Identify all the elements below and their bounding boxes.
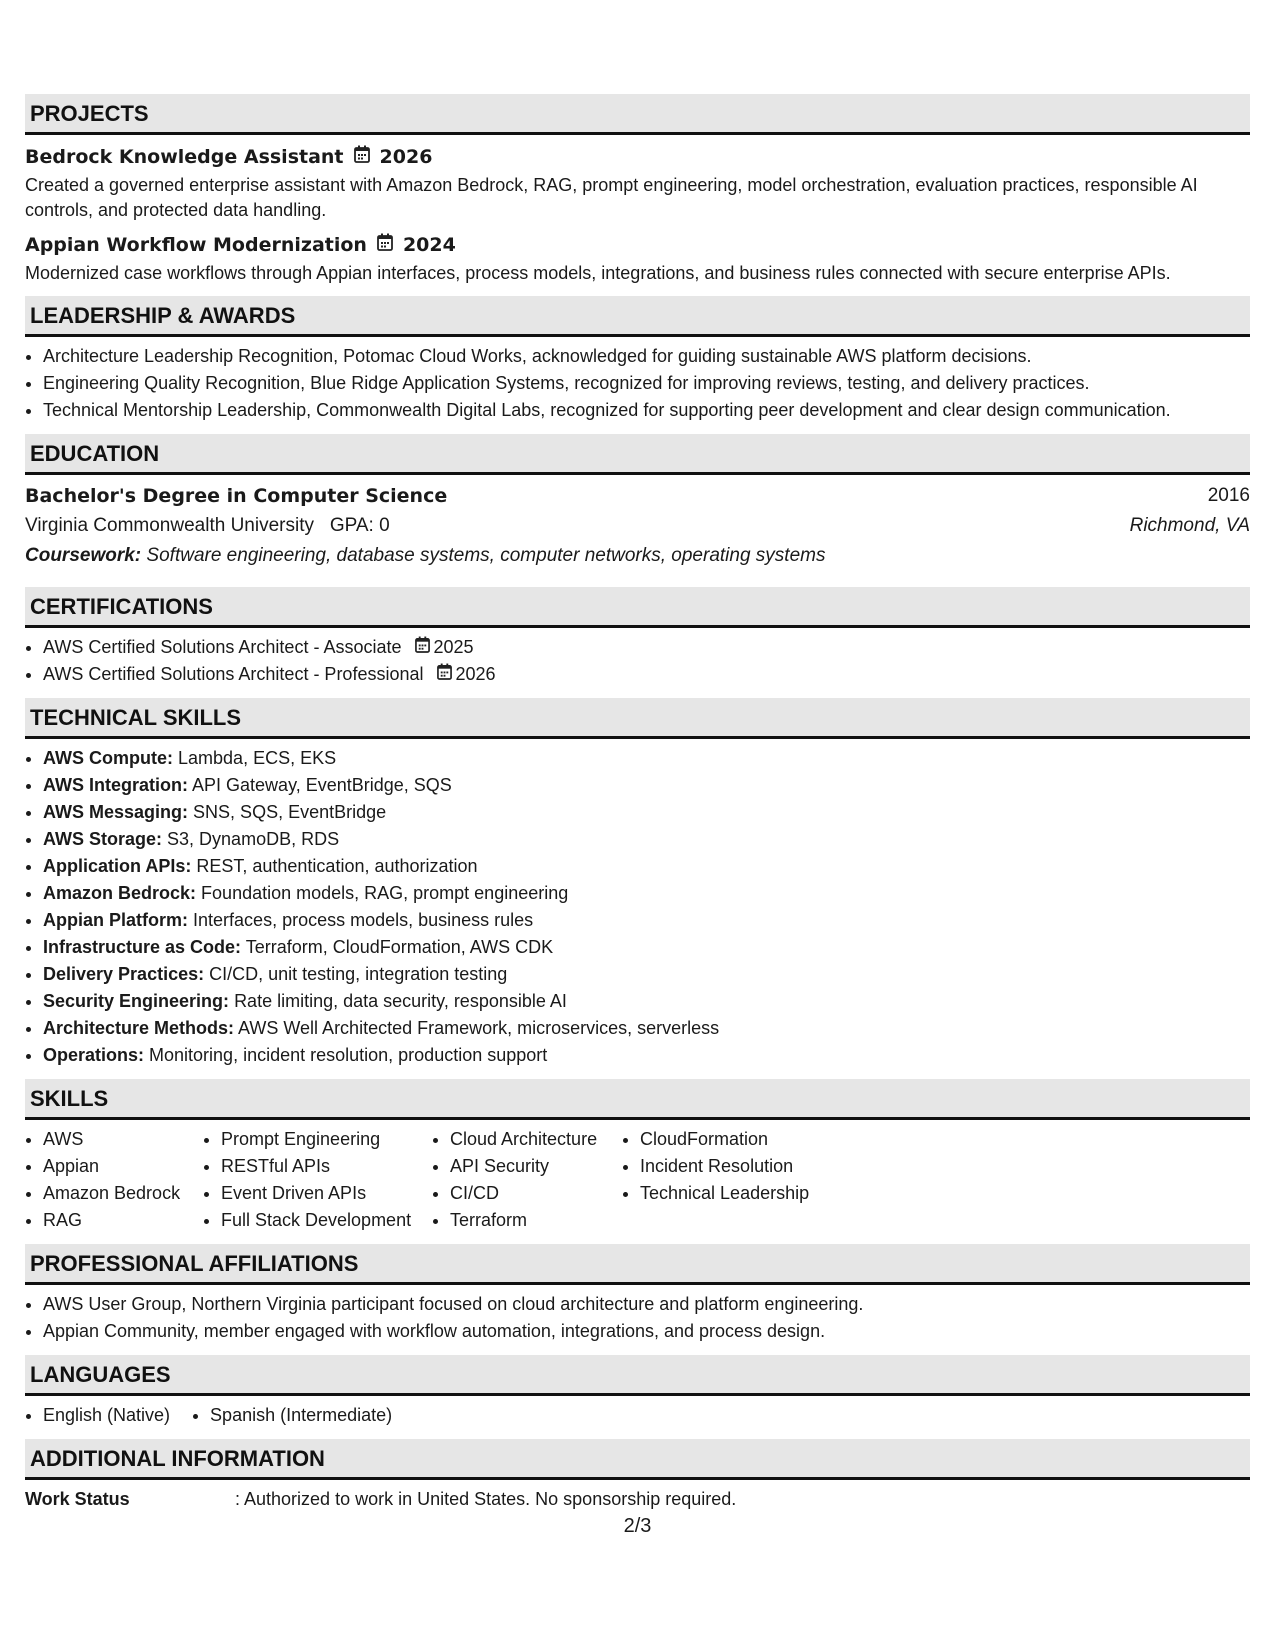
project-item bbox=[25, 143, 1250, 223]
skill-item: • RESTful APIs bbox=[221, 1153, 432, 1180]
skill-item: • Cloud Architecture bbox=[450, 1126, 622, 1153]
calendar-icon bbox=[415, 634, 430, 661]
skills-column bbox=[25, 1126, 203, 1234]
certifications-section bbox=[25, 587, 1250, 688]
language-item: • English (Native) bbox=[43, 1402, 170, 1429]
projects-section bbox=[25, 94, 1250, 286]
skill-category: AWS Integration: bbox=[43, 775, 188, 795]
skill-item: • Appian bbox=[43, 1153, 203, 1180]
skills-column bbox=[203, 1126, 432, 1234]
project-description: Modernized case workflows through Appian interfaces, process models, integrations, and business rules connected with secure enterprise APIs. bbox=[25, 263, 1171, 283]
affiliations-section bbox=[25, 1244, 1250, 1345]
degree-title: Bachelor's Degree in Computer Science bbox=[25, 485, 448, 507]
education-section bbox=[25, 434, 1250, 571]
school-location: Richmond, VA bbox=[1129, 515, 1250, 536]
skill-item: • Terraform bbox=[450, 1207, 622, 1234]
affiliations-heading: PROFESSIONAL AFFILIATIONS bbox=[25, 1244, 1250, 1285]
list-item: • AWS User Group, Northern Virginia participant focused on cloud architecture and platform engineering. bbox=[43, 1291, 1250, 1318]
calendar-icon bbox=[354, 143, 370, 171]
technical-skill-item bbox=[43, 799, 1250, 826]
skill-item: • AWS bbox=[43, 1126, 203, 1153]
technical-skills-section bbox=[25, 698, 1250, 1069]
technical-skill-item bbox=[43, 934, 1250, 961]
technical-skill-item bbox=[43, 745, 1250, 772]
technical-skill-item bbox=[43, 988, 1250, 1015]
technical-skill-item bbox=[43, 853, 1250, 880]
project-year: 2024 bbox=[402, 234, 456, 256]
skill-item: • Incident Resolution bbox=[640, 1153, 862, 1180]
project-description: Created a governed enterprise assistant with Amazon Bedrock, RAG, prompt engineering, model orchestration, evaluation practices, responsible AI controls, and protected data handling. bbox=[25, 175, 1198, 220]
skill-category: Infrastructure as Code: bbox=[43, 937, 242, 957]
calendar-icon bbox=[437, 661, 452, 688]
languages-heading: LANGUAGES bbox=[25, 1355, 1250, 1396]
technical-skill-item bbox=[43, 1042, 1250, 1069]
technical-skill-item bbox=[43, 880, 1250, 907]
skill-item: • Technical Leadership bbox=[640, 1180, 862, 1207]
certifications-heading: CERTIFICATIONS bbox=[25, 587, 1250, 628]
project-year: 2026 bbox=[379, 146, 433, 168]
list-item: • Appian Community, member engaged with workflow automation, integrations, and process design. bbox=[43, 1318, 1250, 1345]
project-item bbox=[25, 231, 1250, 286]
skill-values: SNS, SQS, EventBridge bbox=[193, 802, 387, 822]
leadership-list bbox=[25, 343, 1250, 424]
cert-year: 2026 bbox=[455, 664, 496, 684]
project-title: Appian Workflow Modernization bbox=[25, 234, 367, 256]
skill-item: • CI/CD bbox=[450, 1180, 622, 1207]
skill-item: • RAG bbox=[43, 1207, 203, 1234]
skill-item: • API Security bbox=[450, 1153, 622, 1180]
list-item: • Engineering Quality Recognition, Blue Ridge Application Systems, recognized for improving reviews, testing, and delivery practices. bbox=[43, 370, 1250, 397]
list-item bbox=[43, 634, 1250, 661]
skill-item: • Prompt Engineering bbox=[221, 1126, 432, 1153]
skills-column bbox=[622, 1126, 862, 1234]
skill-values: API Gateway, EventBridge, SQS bbox=[192, 775, 452, 795]
leadership-section bbox=[25, 296, 1250, 424]
skill-category: AWS Storage: bbox=[43, 829, 163, 849]
additional-section bbox=[25, 1439, 1250, 1513]
skill-item: • Amazon Bedrock bbox=[43, 1180, 203, 1207]
education-heading: EDUCATION bbox=[25, 434, 1250, 475]
skill-item: • CloudFormation bbox=[640, 1126, 862, 1153]
skills-section bbox=[25, 1079, 1250, 1234]
skill-values: Rate limiting, data security, responsible AI bbox=[234, 991, 567, 1011]
skill-category: Application APIs: bbox=[43, 856, 192, 876]
skills-heading: SKILLS bbox=[25, 1079, 1250, 1120]
skill-values: S3, DynamoDB, RDS bbox=[167, 829, 340, 849]
cert-name: AWS Certified Solutions Architect - Associate bbox=[43, 637, 402, 657]
certifications-list bbox=[25, 634, 1250, 688]
languages-section bbox=[25, 1355, 1250, 1429]
skill-category: Operations: bbox=[43, 1045, 145, 1065]
resume-page bbox=[25, 94, 1250, 1523]
skill-category: Delivery Practices: bbox=[43, 964, 205, 984]
skill-category: Security Engineering: bbox=[43, 991, 230, 1011]
list-item bbox=[43, 661, 1250, 688]
school-name: Virginia Commonwealth University bbox=[25, 515, 314, 536]
degree-year: 2016 bbox=[1207, 485, 1250, 506]
leadership-heading: LEADERSHIP & AWARDS bbox=[25, 296, 1250, 337]
technical-skills-heading: TECHNICAL SKILLS bbox=[25, 698, 1250, 739]
skills-column bbox=[432, 1126, 622, 1234]
coursework-text: Software engineering, database systems, computer networks, operating systems bbox=[146, 545, 826, 566]
skill-category: AWS Compute: bbox=[43, 748, 173, 768]
page-number: 2/3 bbox=[623, 1515, 652, 1537]
technical-skill-item bbox=[43, 1015, 1250, 1042]
technical-skill-item bbox=[43, 907, 1250, 934]
skill-category: Architecture Methods: bbox=[43, 1018, 235, 1038]
skill-values: REST, authentication, authorization bbox=[196, 856, 478, 876]
skill-values: AWS Well Architected Framework, microservices, serverless bbox=[238, 1018, 720, 1038]
skill-values: Terraform, CloudFormation, AWS CDK bbox=[245, 937, 554, 957]
skill-item: • Event Driven APIs bbox=[221, 1180, 432, 1207]
technical-skill-item bbox=[43, 826, 1250, 853]
coursework-label: Coursework: bbox=[25, 545, 142, 566]
projects-heading: PROJECTS bbox=[25, 94, 1250, 135]
skill-values: CI/CD, unit testing, integration testing bbox=[209, 964, 508, 984]
technical-skill-item bbox=[43, 961, 1250, 988]
gpa: GPA: 0 bbox=[329, 515, 390, 536]
work-status-value: : Authorized to work in United States. No sponsorship required. bbox=[235, 1489, 737, 1509]
affiliations-list bbox=[25, 1291, 1250, 1345]
project-title: Bedrock Knowledge Assistant bbox=[25, 146, 344, 168]
skill-category: Appian Platform: bbox=[43, 910, 189, 930]
calendar-icon bbox=[377, 231, 393, 259]
skill-category: AWS Messaging: bbox=[43, 802, 189, 822]
skill-item: • Full Stack Development bbox=[221, 1207, 432, 1234]
additional-heading: ADDITIONAL INFORMATION bbox=[25, 1439, 1250, 1480]
skill-values: Lambda, ECS, EKS bbox=[178, 748, 337, 768]
skills-grid bbox=[25, 1126, 1250, 1234]
cert-name: AWS Certified Solutions Architect - Professional bbox=[43, 664, 424, 684]
skill-values: Monitoring, incident resolution, production support bbox=[149, 1045, 548, 1065]
skill-category: Amazon Bedrock: bbox=[43, 883, 197, 903]
skill-values: Interfaces, process models, business rules bbox=[193, 910, 534, 930]
work-status-label: Work Status bbox=[25, 1489, 130, 1509]
list-item: • Architecture Leadership Recognition, Potomac Cloud Works, acknowledged for guiding sustainable AWS platform decisions. bbox=[43, 343, 1250, 370]
language-item: • Spanish (Intermediate) bbox=[210, 1402, 392, 1429]
list-item: • Technical Mentorship Leadership, Commonwealth Digital Labs, recognized for supporting peer development and clear design communication. bbox=[43, 397, 1250, 424]
technical-skills-list bbox=[25, 745, 1250, 1069]
skill-values: Foundation models, RAG, prompt engineering bbox=[201, 883, 569, 903]
cert-year: 2025 bbox=[433, 637, 474, 657]
technical-skill-item bbox=[43, 772, 1250, 799]
